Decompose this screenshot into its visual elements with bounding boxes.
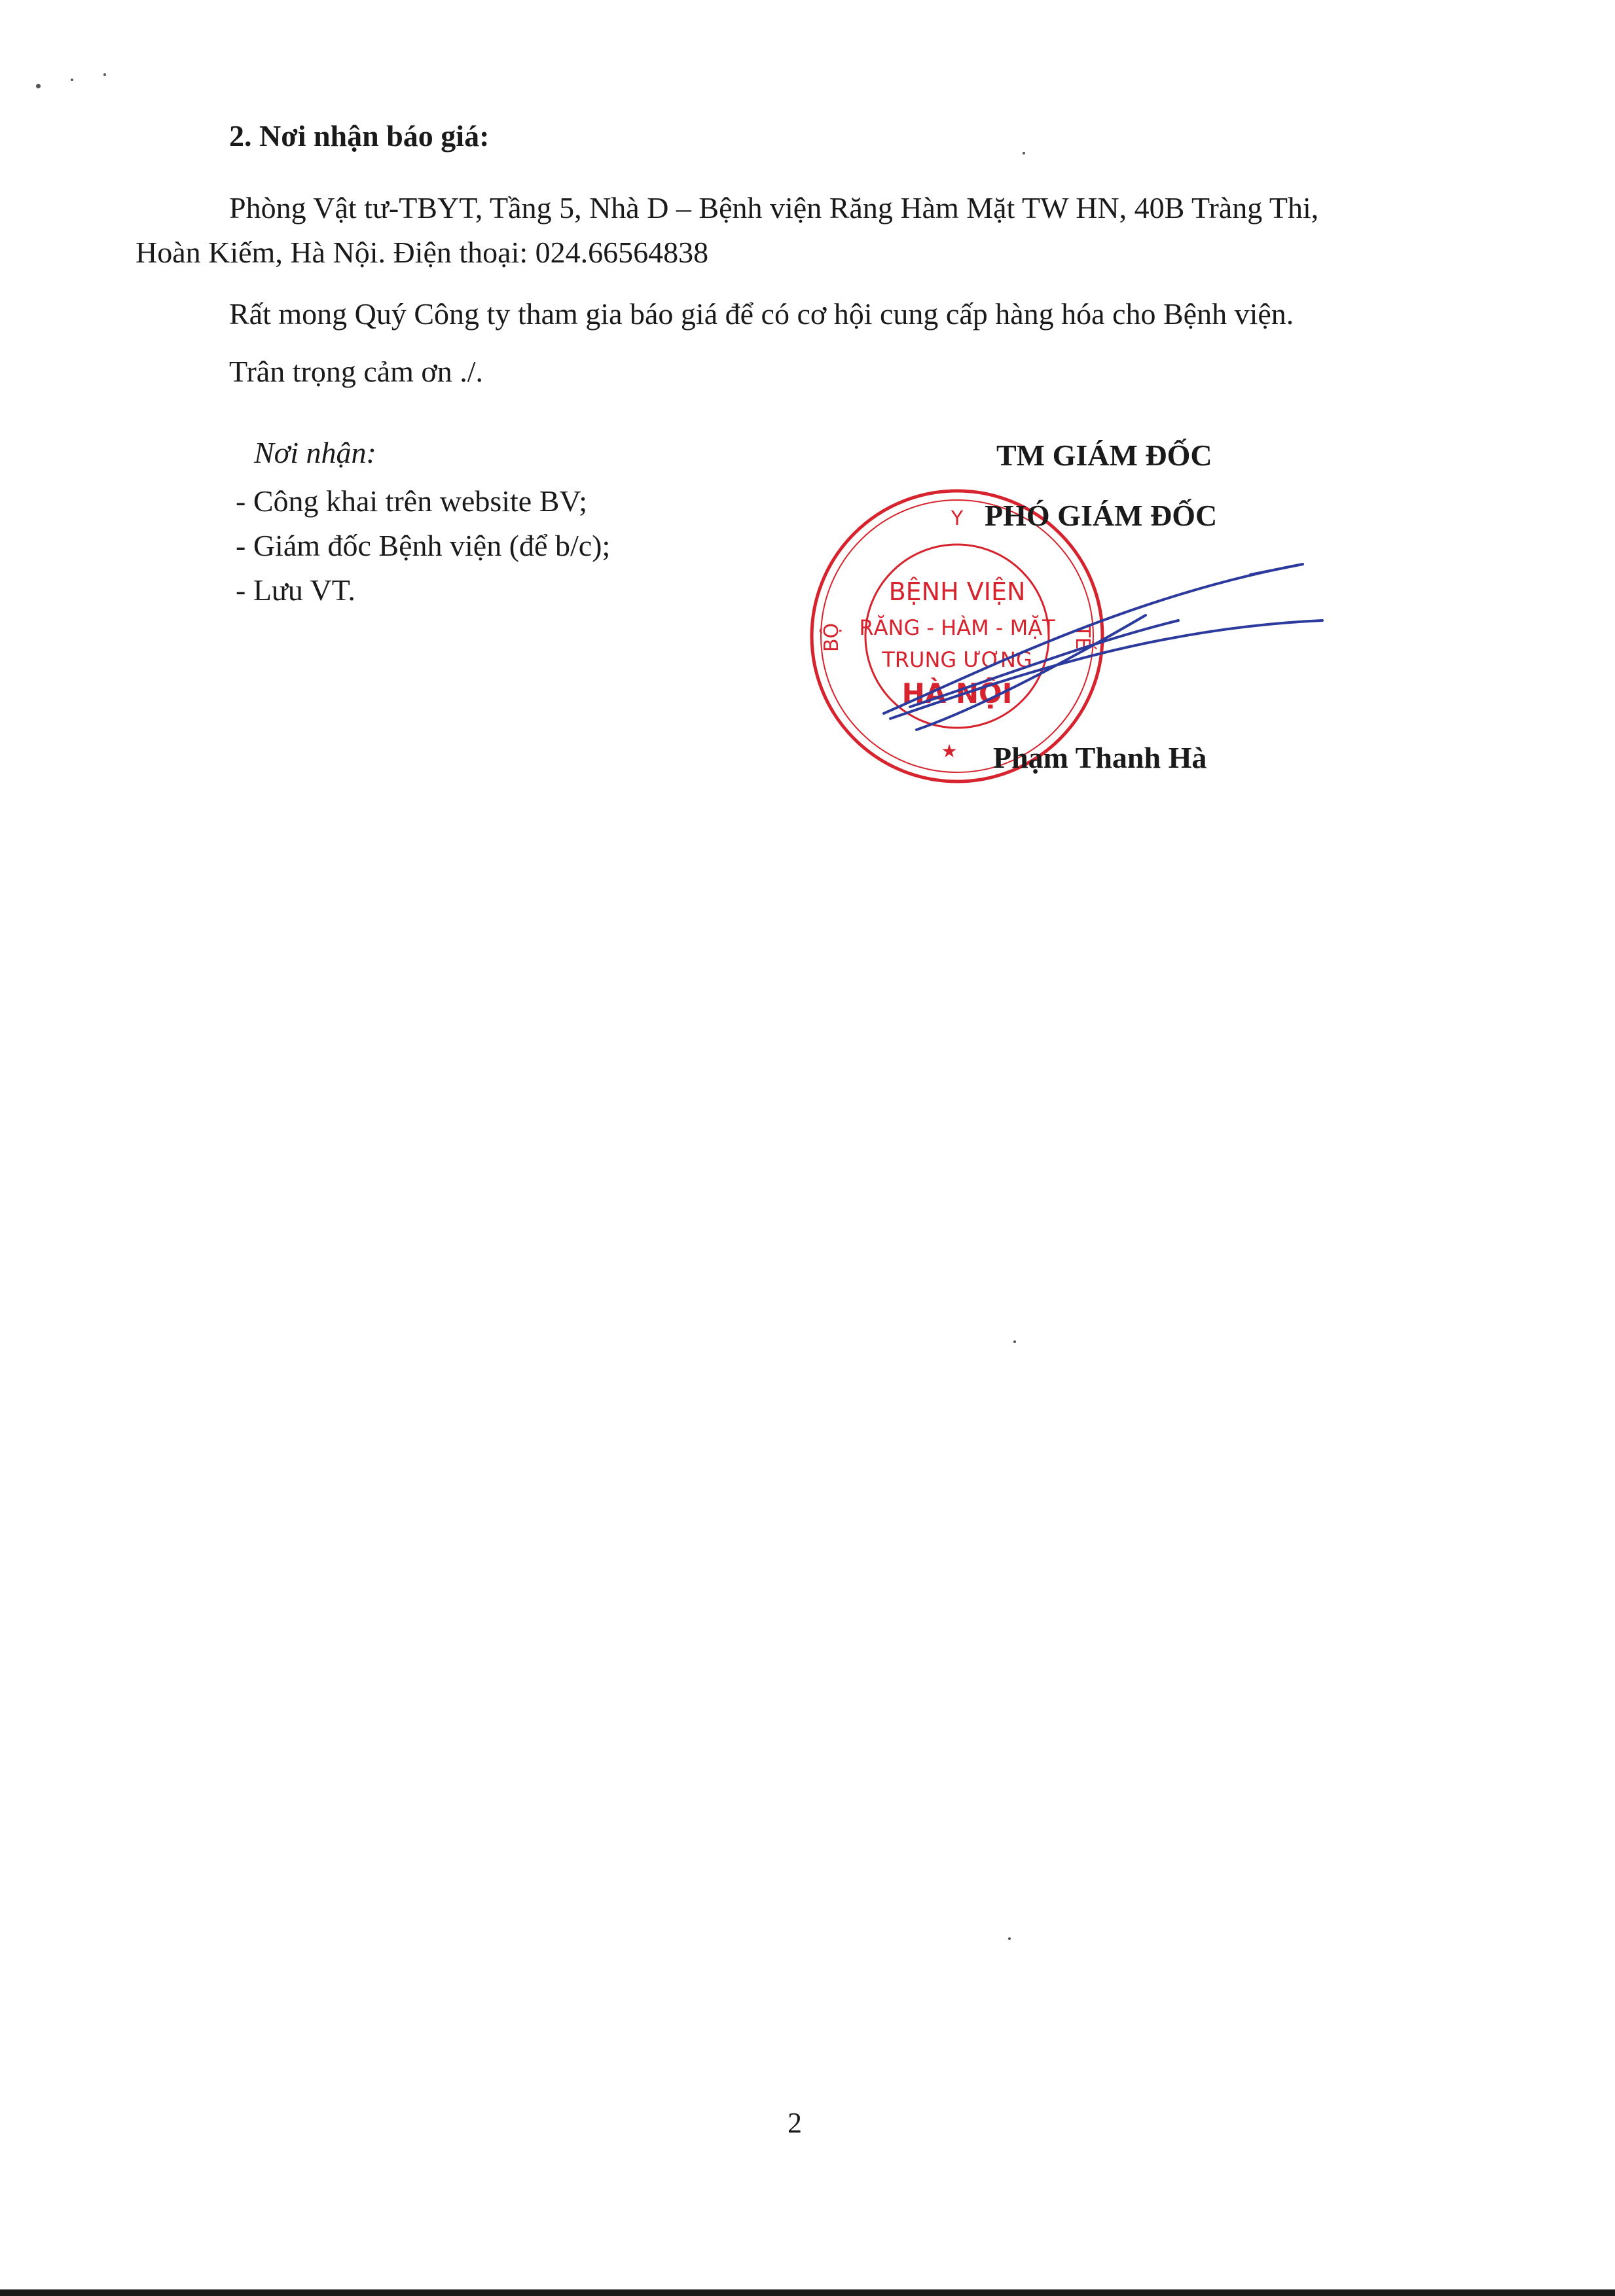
scan-speck [1008, 1937, 1011, 1940]
recipient-item: - Giám đốc Bệnh viện (để b/c); [236, 529, 611, 562]
scan-speck [1013, 1340, 1016, 1343]
scan-speck [71, 79, 73, 81]
seal-line-1: BỆNH VIỆN [888, 577, 1026, 606]
scan-speck [1023, 152, 1025, 154]
scan-bottom-edge [0, 2289, 1615, 2296]
scan-speck [36, 84, 41, 88]
seal-ring-right: TẾ [1071, 625, 1094, 650]
recipient-item: - Công khai trên website BV; [236, 484, 587, 518]
signatory-title: TM GIÁM ĐỐC [996, 439, 1212, 472]
seal-ring-left: BỘ [820, 622, 843, 653]
address-line-continued: Hoàn Kiếm, Hà Nội. Điện thoại: 024.66564838 [136, 236, 709, 269]
recipient-item: - Lưu VT. [236, 573, 355, 607]
section-heading: 2. Nơi nhận báo giá: [229, 119, 490, 152]
handwritten-signature [871, 543, 1342, 740]
scan-speck [103, 73, 106, 76]
signatory-title: PHÓ GIÁM ĐỐC [985, 499, 1218, 532]
address-line: Phòng Vật tư-TBYT, Tầng 5, Nhà D – Bệnh viện Răng Hàm Mặt TW HN, 40B Tràng Thi, [229, 191, 1319, 224]
star-icon: ★ [941, 740, 958, 762]
invitation-paragraph: Rất mong Quý Công ty tham gia báo giá để có cơ hội cung cấp hàng hóa cho Bệnh viện. [229, 297, 1294, 331]
recipients-heading: Nơi nhận: [254, 436, 376, 469]
page-number: 2 [788, 2107, 802, 2139]
seal-line-4: HÀ NỘI [901, 677, 1013, 709]
seal-line-2: RĂNG - HÀM - MẶT [859, 615, 1055, 640]
seal-line-3: TRUNG ƯƠNG [882, 647, 1032, 672]
seal-ring-top: Y [951, 507, 964, 530]
signer-name: Phạm Thanh Hà [993, 741, 1207, 774]
closing-thanks: Trân trọng cảm ơn ./. [229, 355, 484, 388]
